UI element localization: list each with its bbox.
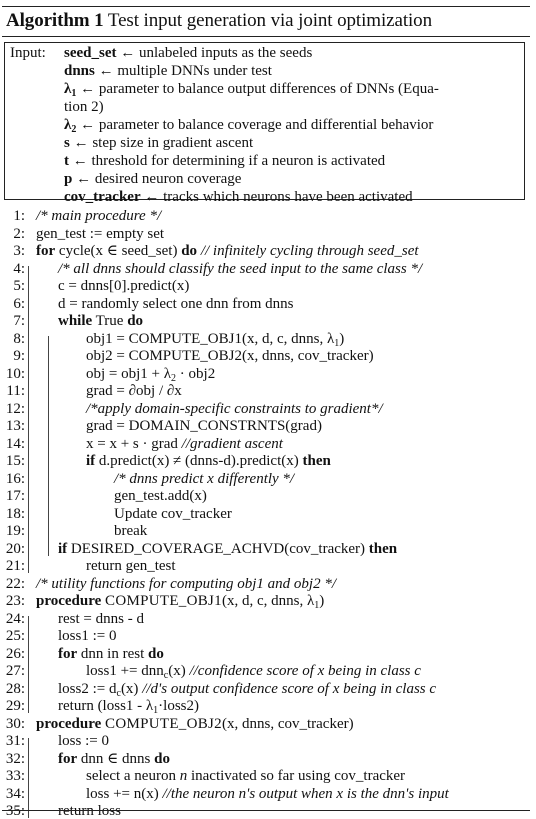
input-desc: step size in gradient ascent: [92, 135, 254, 151]
code-line: [114, 472, 294, 487]
keyword: while: [58, 313, 93, 329]
subscript: 1: [153, 705, 159, 716]
line-number: 24:: [5, 611, 25, 627]
code-line: [36, 244, 419, 259]
assign-arrow: ←: [80, 117, 96, 133]
line-number: 31:: [5, 733, 25, 749]
title-rule: [2, 36, 530, 37]
code-text: gen_test := empty set: [36, 226, 165, 242]
input-subscript: 1: [71, 88, 77, 99]
input-item: [64, 154, 385, 169]
input-item: [64, 82, 439, 99]
code-line: [36, 227, 164, 242]
input-item: [64, 118, 433, 135]
code-text-tail: · obj2: [176, 366, 216, 382]
input-name: s: [64, 135, 70, 151]
block-guide-line: [28, 738, 29, 818]
line-number: 3:: [13, 243, 25, 259]
code-text: gen_test.add(x): [114, 488, 207, 504]
line-number: 29:: [5, 698, 25, 714]
input-name: λ: [64, 81, 72, 97]
input-desc-continued: tion 2): [64, 99, 104, 115]
code-text: /*apply domain-specific constraints to gradient*/: [86, 401, 383, 417]
code-text: Update cov_tracker: [114, 506, 232, 522]
code-args: (x, d, c, dnns, λ: [221, 593, 315, 609]
code-comment: //gradient ascent: [181, 436, 283, 452]
assign-arrow: ←: [73, 135, 89, 151]
code-line: [58, 629, 116, 644]
code-line: [36, 577, 336, 592]
code-line: [86, 332, 344, 349]
line-number: 32:: [5, 751, 25, 767]
line-number: 1:: [13, 208, 25, 224]
keyword: do: [147, 646, 164, 662]
line-number: 6:: [13, 296, 25, 312]
code-line: [36, 594, 324, 611]
code-line: [58, 699, 199, 716]
keyword: if: [58, 541, 68, 557]
input-desc: parameter to balance output differences of DNNs (Equa-: [98, 81, 439, 97]
keyword: procedure: [36, 593, 102, 609]
code-line: [58, 804, 121, 819]
code-line: [58, 314, 143, 329]
code-line: [114, 524, 147, 539]
code-text: loss1 += dnn: [86, 663, 164, 679]
line-number: 34:: [5, 786, 25, 802]
code-text: /* dnns predict x differently */: [114, 471, 295, 487]
block-guide-line: [28, 266, 29, 573]
assign-arrow: ←: [72, 153, 88, 169]
code-line: [58, 752, 170, 767]
assign-arrow: ←: [76, 171, 92, 187]
assign-arrow: ←: [120, 45, 136, 61]
line-number: 26:: [5, 646, 25, 662]
code-text: return loss: [58, 803, 121, 819]
keyword: for: [36, 243, 56, 259]
code-line: [58, 279, 189, 294]
code-text: loss += n(x): [86, 786, 159, 802]
keyword: do: [154, 751, 170, 767]
code-line: [86, 787, 449, 802]
code-text: rest = dnns - d: [58, 611, 144, 627]
code-comment: // infinitely cycling through seed_set: [200, 243, 419, 259]
code-text: obj = obj1 + λ: [86, 366, 172, 382]
code-line: [86, 559, 176, 574]
block-guide-line: [28, 616, 29, 713]
input-name: p: [64, 171, 73, 187]
top-rule: [2, 6, 530, 7]
code-text: grad = ∂obj / ∂x: [86, 383, 182, 399]
code-line: [58, 262, 422, 277]
assign-arrow: ←: [98, 63, 114, 79]
procedure-name: COMPUTE_OBJ2: [105, 716, 222, 732]
code-line: [36, 717, 354, 732]
line-number: 16:: [5, 471, 25, 487]
code-line: [58, 297, 294, 312]
code-text: /* main procedure */: [36, 208, 162, 224]
block-guide-line: [48, 336, 49, 556]
code-text: c = dnns[0].predict(x): [58, 278, 190, 294]
code-line: [36, 209, 161, 224]
keyword: then: [368, 541, 398, 557]
code-text: loss1 := 0: [58, 628, 117, 644]
code-args: ): [319, 593, 325, 609]
keyword: for: [58, 751, 78, 767]
code-text: dnn in rest: [80, 646, 145, 662]
keyword: do: [181, 243, 198, 259]
code-text: obj1 = COMPUTE_OBJ1(x, d, c, dnns, λ: [86, 331, 335, 347]
line-number: 23:: [5, 593, 25, 609]
line-number: 17:: [5, 488, 25, 504]
code-text-tail: ·loss2): [158, 698, 200, 714]
input-name: seed_set: [64, 45, 117, 61]
code-line: [86, 454, 331, 469]
keyword: do: [127, 313, 144, 329]
code-line: [58, 734, 109, 749]
line-number: 2:: [13, 226, 25, 242]
code-line: [86, 367, 215, 384]
code-line: [58, 682, 436, 699]
line-number: 8:: [13, 331, 25, 347]
code-comment: //d's output confidence score of x being in class c: [142, 681, 437, 697]
code-line: [58, 647, 164, 662]
line-number: 11:: [6, 383, 25, 399]
line-number: 30:: [5, 716, 25, 732]
line-number: 25:: [5, 628, 25, 644]
line-number: 35:: [5, 803, 25, 819]
code-line: [86, 437, 283, 452]
input-desc: tracks which neurons have been activated: [163, 189, 413, 205]
line-number: 27:: [5, 663, 25, 679]
code-text-tail: ): [339, 331, 345, 347]
algorithm-caption: Test input generation via joint optimization: [107, 10, 432, 31]
line-number: 18:: [5, 506, 25, 522]
keyword: procedure: [36, 716, 102, 732]
code-text-tail: (x): [168, 663, 186, 679]
code-line: [86, 402, 383, 417]
bottom-rule: [2, 810, 530, 811]
input-name: t: [64, 153, 69, 169]
code-text: cycle(x ∈ seed_set): [58, 243, 178, 259]
code-line: [58, 612, 144, 627]
line-number: 4:: [13, 261, 25, 277]
code-text: obj2 = COMPUTE_OBJ2(x, dnns, cov_tracker): [86, 348, 374, 364]
code-text: grad = DOMAIN_CONSTRNTS(grad): [86, 418, 322, 434]
input-name: dnns: [64, 63, 95, 79]
line-number: 22:: [5, 576, 25, 592]
code-text: dnn ∈ dnns: [80, 751, 151, 767]
code-text: DESIRED_COVERAGE_ACHVD(cov_tracker): [70, 541, 366, 557]
line-number: 14:: [5, 436, 25, 452]
input-item: [64, 172, 241, 187]
code-line: [86, 349, 374, 364]
subscript: 2: [171, 373, 177, 384]
line-number: 21:: [5, 558, 25, 574]
input-item: [64, 64, 272, 79]
code-text: x = x + s · grad: [86, 436, 178, 452]
line-number: 13:: [5, 418, 25, 434]
code-line: [114, 489, 207, 504]
code-comment: //confidence score of x being in class c: [189, 663, 421, 679]
code-text: /* utility functions for computing obj1 and obj2 */: [36, 576, 336, 592]
input-item: [64, 190, 413, 205]
code-text: loss2 := d: [58, 681, 117, 697]
input-desc: threshold for determining if a neuron is activated: [91, 153, 386, 169]
code-comment: //the neuron n's output when x is the dnn's input: [162, 786, 449, 802]
code-text: True: [95, 313, 124, 329]
code-line: [86, 664, 421, 681]
code-text: break: [114, 523, 148, 539]
procedure-name: COMPUTE_OBJ1: [105, 593, 222, 609]
input-desc: parameter to balance coverage and differential behavior: [98, 117, 434, 133]
line-number: 9:: [13, 348, 25, 364]
code-line: [58, 542, 397, 557]
line-number: 20:: [5, 541, 25, 557]
line-number: 7:: [13, 313, 25, 329]
subscript: c: [116, 688, 121, 699]
input-name: λ: [64, 117, 72, 133]
code-text: return (loss1 - λ: [58, 698, 154, 714]
input-desc: unlabeled inputs as the seeds: [139, 45, 313, 61]
subscript: 1: [334, 338, 340, 349]
code-text-tail: (x): [120, 681, 139, 697]
line-number: 10:: [5, 366, 25, 382]
algorithm-title: [6, 10, 432, 32]
code-line: [86, 419, 322, 434]
code-args: (x, dnns, cov_tracker): [221, 716, 354, 732]
code-line: [86, 769, 405, 784]
keyword: if: [86, 453, 96, 469]
line-number: 15:: [5, 453, 25, 469]
input-subscript: 2: [71, 124, 77, 135]
line-number: 33:: [5, 768, 25, 784]
code-text: d.predict(x) ≠ (dnns-d).predict(x): [98, 453, 299, 469]
assign-arrow: ←: [80, 81, 96, 97]
input-item: [64, 46, 312, 61]
line-number: 5:: [13, 278, 25, 294]
assign-arrow: ←: [144, 189, 160, 205]
code-text: select a neuron: [86, 768, 176, 784]
input-desc: desired neuron coverage: [94, 171, 242, 187]
keyword: then: [302, 453, 331, 469]
subscript: c: [163, 670, 169, 681]
input-label: Input:: [10, 45, 46, 61]
code-line: [86, 384, 182, 399]
input-item: [64, 136, 253, 151]
input-desc: multiple DNNs under test: [117, 63, 272, 79]
algorithm-label: Algorithm 1: [6, 10, 104, 31]
code-text: d = randomly select one dnn from dnns: [58, 296, 294, 312]
code-text: return gen_test: [86, 558, 176, 574]
code-text-tail: inactivated so far using cov_tracker: [190, 768, 406, 784]
code-text: /* all dnns should classify the seed input to the same class */: [58, 261, 423, 277]
subscript: 1: [314, 600, 320, 611]
line-number: 19:: [5, 523, 25, 539]
line-number: 12:: [5, 401, 25, 417]
line-number: 28:: [5, 681, 25, 697]
italic-var: n: [179, 768, 188, 784]
code-line: [114, 507, 232, 522]
keyword: for: [58, 646, 78, 662]
code-text: loss := 0: [58, 733, 109, 749]
input-name: cov_tracker: [64, 189, 141, 205]
